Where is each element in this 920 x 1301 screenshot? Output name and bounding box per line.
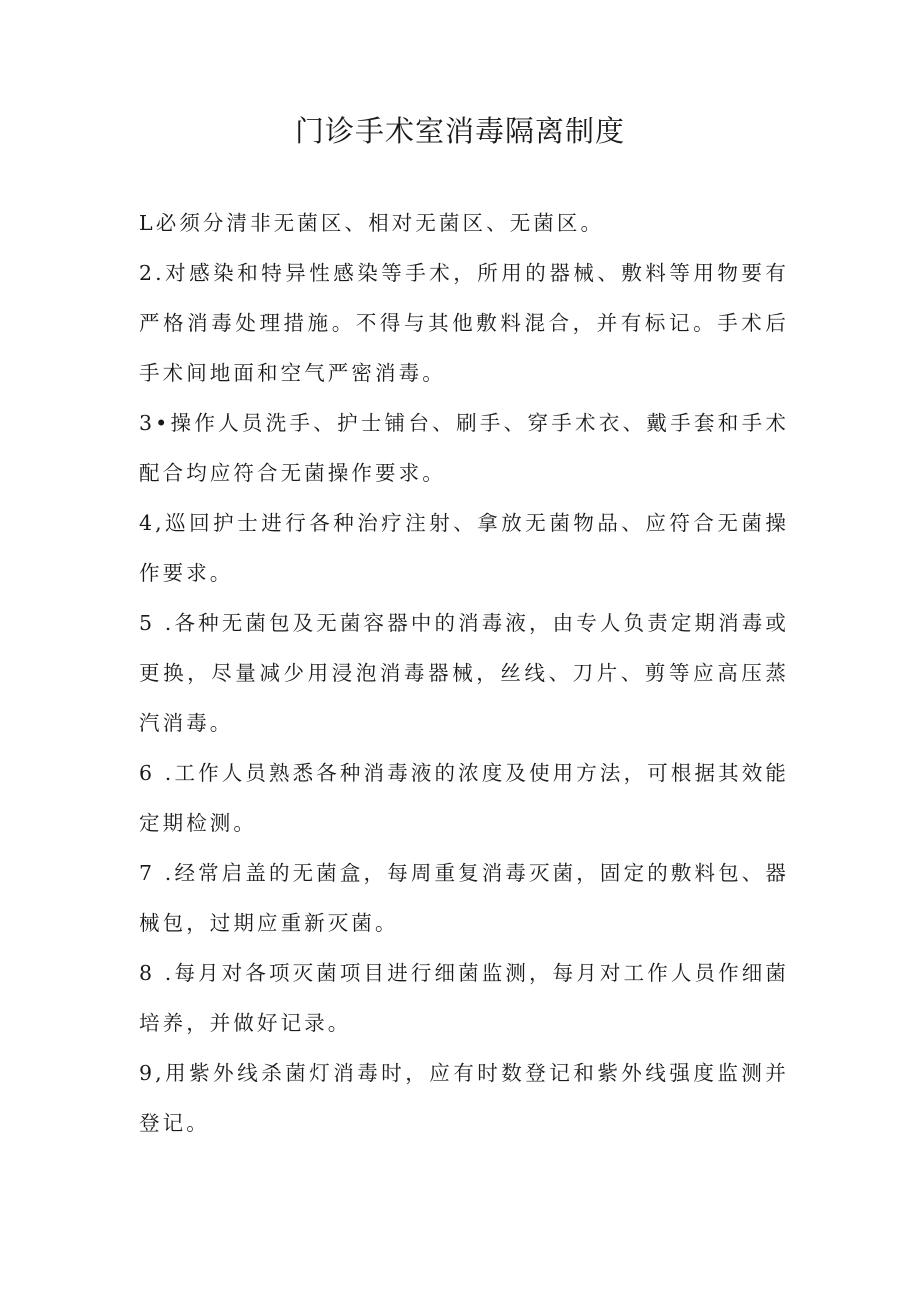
clause-item: 5 .各种无菌包及无菌容器中的消毒液，由专人负责定期消毒或更换，尽量减少用浸泡消毒器械，丝线、刀片、剪等应高压蒸汽消毒。 (139, 611, 789, 735)
clause-item: 6 .工作人员熟悉各种消毒液的浓度及使用方法，可根据其效能定期检测。 (139, 761, 789, 835)
clause-item: 9,用紫外线杀菌灯消毒时，应有时数登记和紫外线强度监测并登记。 (139, 1061, 789, 1135)
clause-item: 3•操作人员洗手、护士铺台、刷手、穿手术衣、戴手套和手术配合均应符合无菌操作要求。 (139, 411, 789, 485)
clause-item: 8 .每月对各项灭菌项目进行细菌监测，每月对工作人员作细菌培养，并做好记录。 (139, 961, 789, 1035)
clause-item: L必须分清非无菌区、相对无菌区、无菌区。 (139, 211, 605, 235)
clause-item: 2.对感染和特异性感染等手术，所用的器械、敷料等用物要有严格消毒处理措施。不得与其他敷料混合，并有标记。手术后手术间地面和空气严密消毒。 (139, 261, 789, 385)
clause-list (139, 198, 789, 1148)
clause-item: 4,巡回护士进行各种治疗注射、拿放无菌物品、应符合无菌操作要求。 (139, 511, 789, 585)
document-title: 门诊手术室消毒隔离制度 (294, 114, 625, 148)
clause-item: 7 .经常启盖的无菌盒，每周重复消毒灭菌，固定的敷料包、器械包，过期应重新灭菌。 (139, 861, 789, 935)
